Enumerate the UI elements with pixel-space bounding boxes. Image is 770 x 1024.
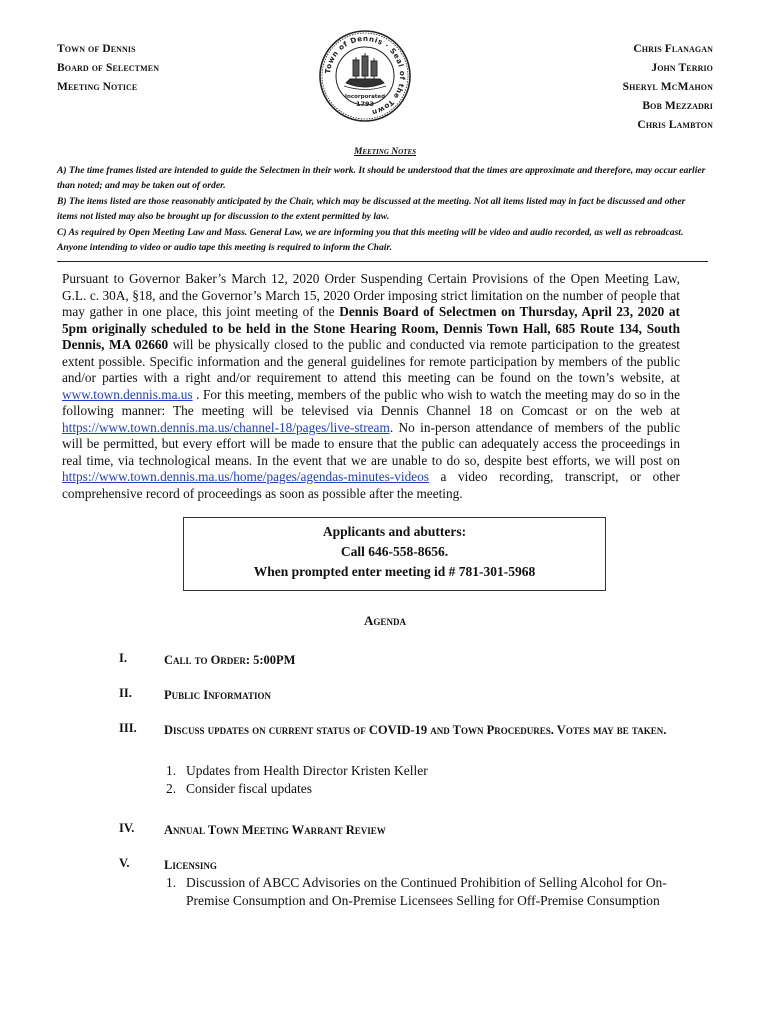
- meeting-note-a: A) The time frames listed are intended to guide the Selectmen in their work. It should be understood that the times are approximate and therefore, may occur earlier than noted; and may be taken out of order.: [57, 165, 706, 191]
- meeting-notes-title: Meeting Notes: [353, 147, 417, 157]
- agenda-item-text: Call to Order: 5:00PM: [164, 653, 296, 667]
- board-member: John Terrio: [651, 62, 713, 74]
- town-name: Town of Dennis: [57, 43, 136, 55]
- town-seal-graphic: [318, 29, 412, 123]
- meeting-notes: [57, 164, 707, 257]
- subitem-number: 1.: [166, 875, 177, 890]
- agenda-item-number: II.: [119, 686, 132, 700]
- agenda-subitem: [166, 780, 686, 798]
- board-member: Chris Lambton: [637, 119, 713, 131]
- agenda-item-number: V.: [119, 856, 130, 870]
- agenda-item-number: I.: [119, 651, 127, 665]
- agenda-item-number: III.: [119, 721, 137, 735]
- agenda-item-number: IV.: [119, 821, 135, 835]
- header-organization-block: [57, 40, 159, 97]
- remote-meeting-notice: [62, 271, 680, 502]
- town-seal: [318, 29, 412, 123]
- agendas-minutes-link[interactable]: https://www.town.dennis.ma.us/home/pages/agendas-minutes-videos: [62, 469, 429, 484]
- board-member: Sheryl McMahon: [622, 81, 713, 93]
- callbox-phone: Call 646-558-8656.: [340, 544, 449, 559]
- seal-ring-text: Town of Dennis · Seal of the Town: [323, 33, 408, 118]
- agenda-item-text: Public Information: [164, 688, 271, 702]
- agenda-item-text: Discuss updates on current status of COVID-19 and Town Procedures. Votes may be taken.: [164, 723, 667, 737]
- subitem-number: 2.: [166, 781, 177, 796]
- live-stream-link[interactable]: https://www.town.dennis.ma.us/channel-18/pages/live-stream: [62, 419, 390, 435]
- document-type: Meeting Notice: [57, 81, 138, 93]
- callbox-heading: Applicants and abutters:: [322, 524, 467, 539]
- meeting-details-bold: Dennis Board of Selectmen on Thursday, April 23, 2020 at 5pm originally scheduled to be held in the Stone Hearing Room, Dennis Town Hall, 685 Route 134, South Dennis, MA 02660: [62, 304, 680, 352]
- notice-text: . No in-person attendance of members of the public will be permitted, but every effort will be made to ensure that the public can adequately access the proceedings in real time, via technological means. In the event that we are unable to do so, despite best efforts, we will post on: [62, 419, 680, 468]
- meeting-note-c: C) As required by Open Meeting Law and Mass. General Law, we are informing you that this meeting will be video and audio recorded, as well as rebroadcast. Anyone intending to video or audio tape this meeting is required to inform the Chair.: [57, 227, 684, 253]
- subitem-text: Consider fiscal updates: [186, 781, 312, 796]
- callbox-meeting-id: When prompted enter meeting id # 781-301-5968: [253, 564, 536, 579]
- section-divider: [57, 261, 708, 262]
- seal-year: 1793: [355, 100, 375, 108]
- call-in-box: [183, 517, 606, 591]
- agenda-subitem: [166, 874, 686, 910]
- meeting-note-b: B) The items listed are those reasonably anticipated by the Chair, which may be discussed at the meeting. Not all items listed may in fact be discussed and other items not listed may also be brought up for discussion to the extent permitted by law.: [57, 196, 686, 222]
- agenda-item-text: Licensing: [164, 858, 217, 872]
- board-member: Chris Flanagan: [633, 43, 713, 55]
- subitem-text: Updates from Health Director Kristen Keller: [186, 763, 428, 778]
- notice-text: will be physically closed to the public and conducted via remote participation to the greatest extent possible. Specific information and the general guidelines for remote participation by members of the public and/or parties with a right and/or requirement to attend this meeting can be found on the town’s website, at: [62, 337, 680, 385]
- agenda-item-text: Annual Town Meeting Warrant Review: [164, 823, 386, 837]
- subitem-number: 1.: [166, 763, 177, 778]
- notice-text: . For this meeting, members of the public who wish to watch the meeting may do so in the following manner: The meeting will be televised via Dennis Channel 18 on Comcast or on the web at: [62, 386, 680, 418]
- town-website-link[interactable]: www.town.dennis.ma.us: [62, 386, 193, 402]
- board-members-block: [623, 40, 713, 135]
- notice-text: Pursuant to Governor Baker’s March 12, 2020 Order Suspending Certain Provisions of the Open Meeting Law, G.L. c. 30A, §18, and the Governor’s March 15, 2020 Order imposing strict limitation on the number of people that may gather in one place, this joint meeting of the: [62, 271, 680, 319]
- notice-text: a video recording, transcript, or other comprehensive record of proceedings as soon as possible after the meeting.: [62, 469, 680, 501]
- board-member: Bob Mezzadri: [642, 100, 713, 112]
- agenda-subitem: [166, 762, 686, 780]
- agenda-title: Agenda: [364, 613, 406, 628]
- subitem-text: Discussion of ABCC Advisories on the Continued Prohibition of Selling Alcohol for On-Premise Consumption and On-Premise Licensees Selling for Off-Premise Consumption: [186, 875, 667, 908]
- seal-incorporated: Incorporated: [344, 94, 386, 100]
- board-name: Board of Selectmen: [57, 62, 160, 74]
